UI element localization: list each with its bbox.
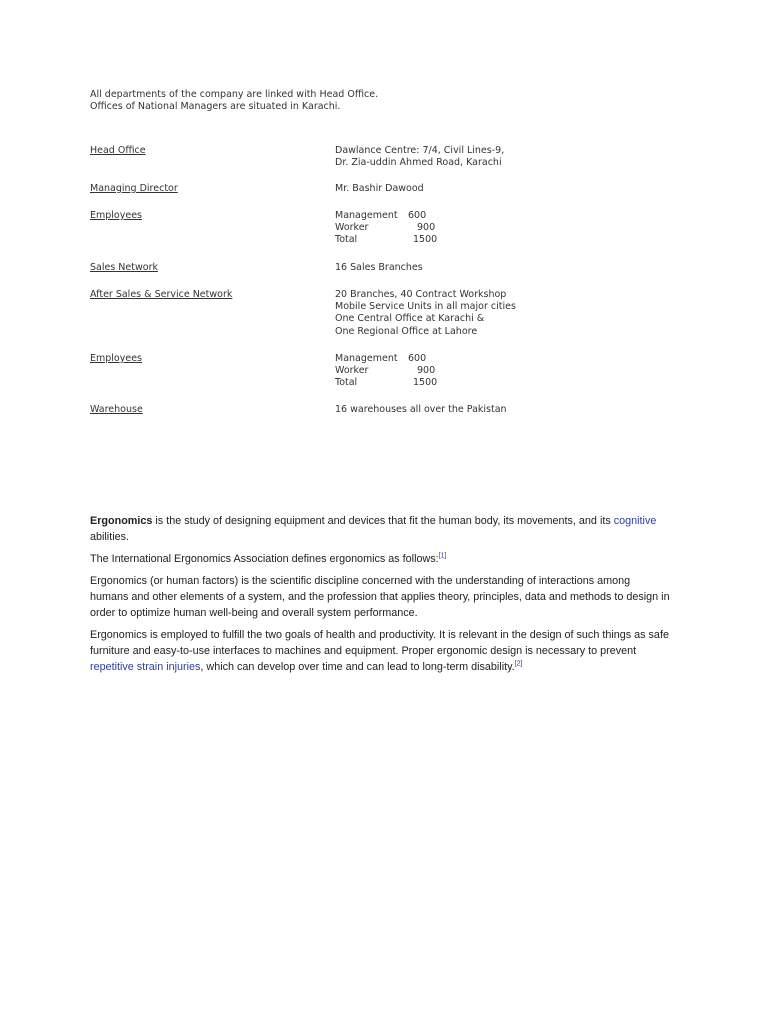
iea-definition-text: Ergonomics (or human factors) is the scientific discipline concerned with the understanding of interactions among humans and other elements of a system, and the profession that applies theory, principles, data and methods to design in order to optimize human well-being and overall system performance. <box>90 575 670 619</box>
employees-1-total-key: Total <box>335 234 358 246</box>
head-office-line-2: Dr. Zia-uddin Ahmed Road, Karachi <box>335 157 502 169</box>
head-office-label: Head Office <box>90 145 146 156</box>
paragraph-iea <box>90 551 670 567</box>
employees-1-management <box>335 210 437 222</box>
definition-text-a: is the study of designing equipment and devices that fit the human body, its movements, and its <box>152 515 614 527</box>
ergonomics-term: Ergonomics <box>90 515 153 527</box>
employees-2-management-value: 600 <box>408 353 427 364</box>
head-office-line-1: Dawlance Centre: 7/4, Civil Lines-9, <box>335 145 505 156</box>
employees-2-worker-value: 900 <box>417 365 436 377</box>
employees-1-total <box>335 234 437 246</box>
after-sales-line-1: 20 Branches, 40 Contract Workshop <box>335 289 507 300</box>
after-sales-line-4: One Regional Office at Lahore <box>335 325 478 337</box>
reference-2-link[interactable]: [2] <box>514 660 523 668</box>
goals-text-b: , which can develop over time and can lead to long-term disability. <box>200 661 515 673</box>
iea-text: The International Ergonomics Association defines ergonomics as follows: <box>90 553 439 565</box>
paragraph-iea-definition <box>90 573 670 621</box>
repetitive-strain-injuries-link[interactable]: repetitive strain injuries <box>90 661 201 673</box>
employees-value-2 <box>335 353 437 390</box>
managing-director-label: Managing Director <box>90 183 178 194</box>
employees-1-worker-value: 900 <box>417 222 436 234</box>
company-intro <box>90 89 690 113</box>
after-sales-line-2: Mobile Service Units in all major cities <box>335 301 516 313</box>
intro-line-1: All departments of the company are linked with Head Office. <box>90 89 379 100</box>
employees-2-management <box>335 353 437 365</box>
employees-1-total-value: 1500 <box>413 234 438 246</box>
company-info-section <box>90 89 690 415</box>
goals-text-a: Ergonomics is employed to fulfill the two goals of health and productivity. It is relevant in the design of such things as safe furniture and easy-to-use interfaces to machines and equipment. Proper ergonomic design is necessary to prevent <box>90 629 669 657</box>
employees-label-2: Employees <box>90 353 142 364</box>
employees-2-total-value: 1500 <box>413 377 438 389</box>
employees-1-management-key: Management <box>335 210 398 221</box>
paragraph-goals <box>90 627 670 675</box>
warehouse-label: Warehouse <box>90 404 143 415</box>
after-sales-value <box>335 289 516 338</box>
ergonomics-article <box>90 513 670 681</box>
employees-2-total-key: Total <box>335 377 358 389</box>
paragraph-definition <box>90 513 670 545</box>
employees-2-worker-key: Worker <box>335 365 369 377</box>
intro-line-2: Offices of National Managers are situated in Karachi. <box>90 101 341 113</box>
cognitive-link[interactable]: cognitive <box>613 515 657 527</box>
reference-1-link[interactable]: [1] <box>438 552 447 560</box>
employees-2-management-key: Management <box>335 353 398 364</box>
after-sales-line-3: One Central Office at Karachi & <box>335 313 485 325</box>
employees-label-1: Employees <box>90 210 142 221</box>
employees-value-1 <box>335 210 437 247</box>
after-sales-label: After Sales & Service Network <box>90 289 233 300</box>
definition-text-b: abilities. <box>90 531 130 543</box>
sales-network-label: Sales Network <box>90 262 158 273</box>
head-office-value <box>335 145 504 169</box>
sales-network-value: 16 Sales Branches <box>335 262 423 273</box>
employees-2-worker <box>335 365 437 377</box>
employees-1-worker <box>335 222 437 234</box>
employees-1-management-value: 600 <box>408 210 427 221</box>
employees-1-worker-key: Worker <box>335 222 369 234</box>
employees-2-total <box>335 377 437 389</box>
warehouse-value: 16 warehouses all over the Pakistan <box>335 404 507 415</box>
managing-director-value: Mr. Bashir Dawood <box>335 183 424 194</box>
